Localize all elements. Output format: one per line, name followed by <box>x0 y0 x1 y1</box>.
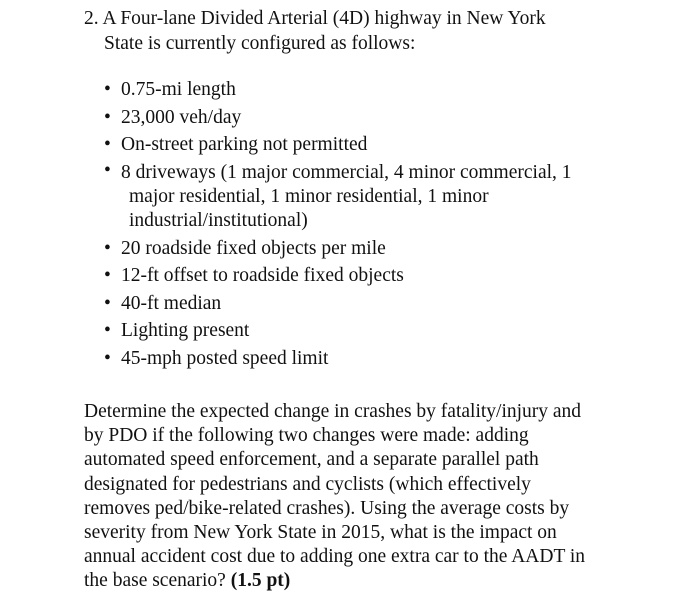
list-item-text: 8 driveways (1 major commercial, 4 minor commercial, 1 <box>121 161 572 183</box>
list-item-text: 23,000 veh/day <box>121 106 242 128</box>
list-item <box>104 345 664 373</box>
bullet-icon: • <box>104 159 111 181</box>
list-item-text: On-street parking not permitted <box>121 134 368 155</box>
paragraph-line: designated for pedestrians and cyclists (which effectively <box>84 473 531 495</box>
list-item <box>104 131 664 159</box>
paragraph-line-text: the base scenario? <box>84 570 231 592</box>
paragraph-line: by PDO if the following two changes were made: adding <box>84 425 529 447</box>
list-item <box>104 262 664 290</box>
question-intro-line-1: A Four-lane Divided Arterial (4D) highway in New York <box>102 8 546 29</box>
bullet-icon: • <box>104 106 111 128</box>
question-header <box>84 6 644 56</box>
bullet-icon: • <box>104 237 111 259</box>
paragraph-line: Determine the expected change in crashes by fatality/injury and <box>84 401 582 422</box>
bullet-icon: • <box>104 134 111 155</box>
paragraph-line: annual accident cost due to adding one extra car to the AADT in <box>84 546 586 568</box>
bullet-icon: • <box>104 292 111 314</box>
list-item-text-continued: industrial/institutional) <box>129 209 308 231</box>
list-item-text: Lighting present <box>121 320 250 341</box>
list-item <box>104 76 664 104</box>
list-item-text: 40-ft median <box>121 292 222 314</box>
bullet-icon: • <box>104 320 111 341</box>
list-item <box>104 317 664 345</box>
bullet-icon: • <box>104 265 111 286</box>
list-item-text-continued: major residential, 1 minor residential, 1 minor <box>129 185 489 207</box>
list-item-text: 12-ft offset to roadside fixed objects <box>121 265 404 286</box>
list-item-text: 0.75-mi length <box>121 79 236 100</box>
paragraph-line: removes ped/bike-related crashes). Using the average costs by <box>84 497 570 519</box>
paragraph-line: severity from New York State in 2015, what is the impact on <box>84 522 557 544</box>
list-item <box>104 235 664 263</box>
list-item-text: 20 roadside fixed objects per mile <box>121 237 386 259</box>
question-paragraph <box>84 400 644 594</box>
points-value: (1.5 pt) <box>230 570 291 592</box>
list-item-driveways <box>104 159 664 235</box>
paragraph-line: automated speed enforcement, and a separate parallel path <box>84 449 539 471</box>
bullet-icon: • <box>104 347 111 369</box>
configuration-list <box>104 76 664 372</box>
list-item-text: 45-mph posted speed limit <box>121 347 329 369</box>
question-intro-line-2: State is currently configured as follows: <box>104 33 416 54</box>
paragraph-last-line <box>84 569 644 593</box>
bullet-icon: • <box>104 79 111 100</box>
list-item <box>104 290 664 318</box>
list-item <box>104 104 664 132</box>
question-number: 2. <box>84 8 99 29</box>
